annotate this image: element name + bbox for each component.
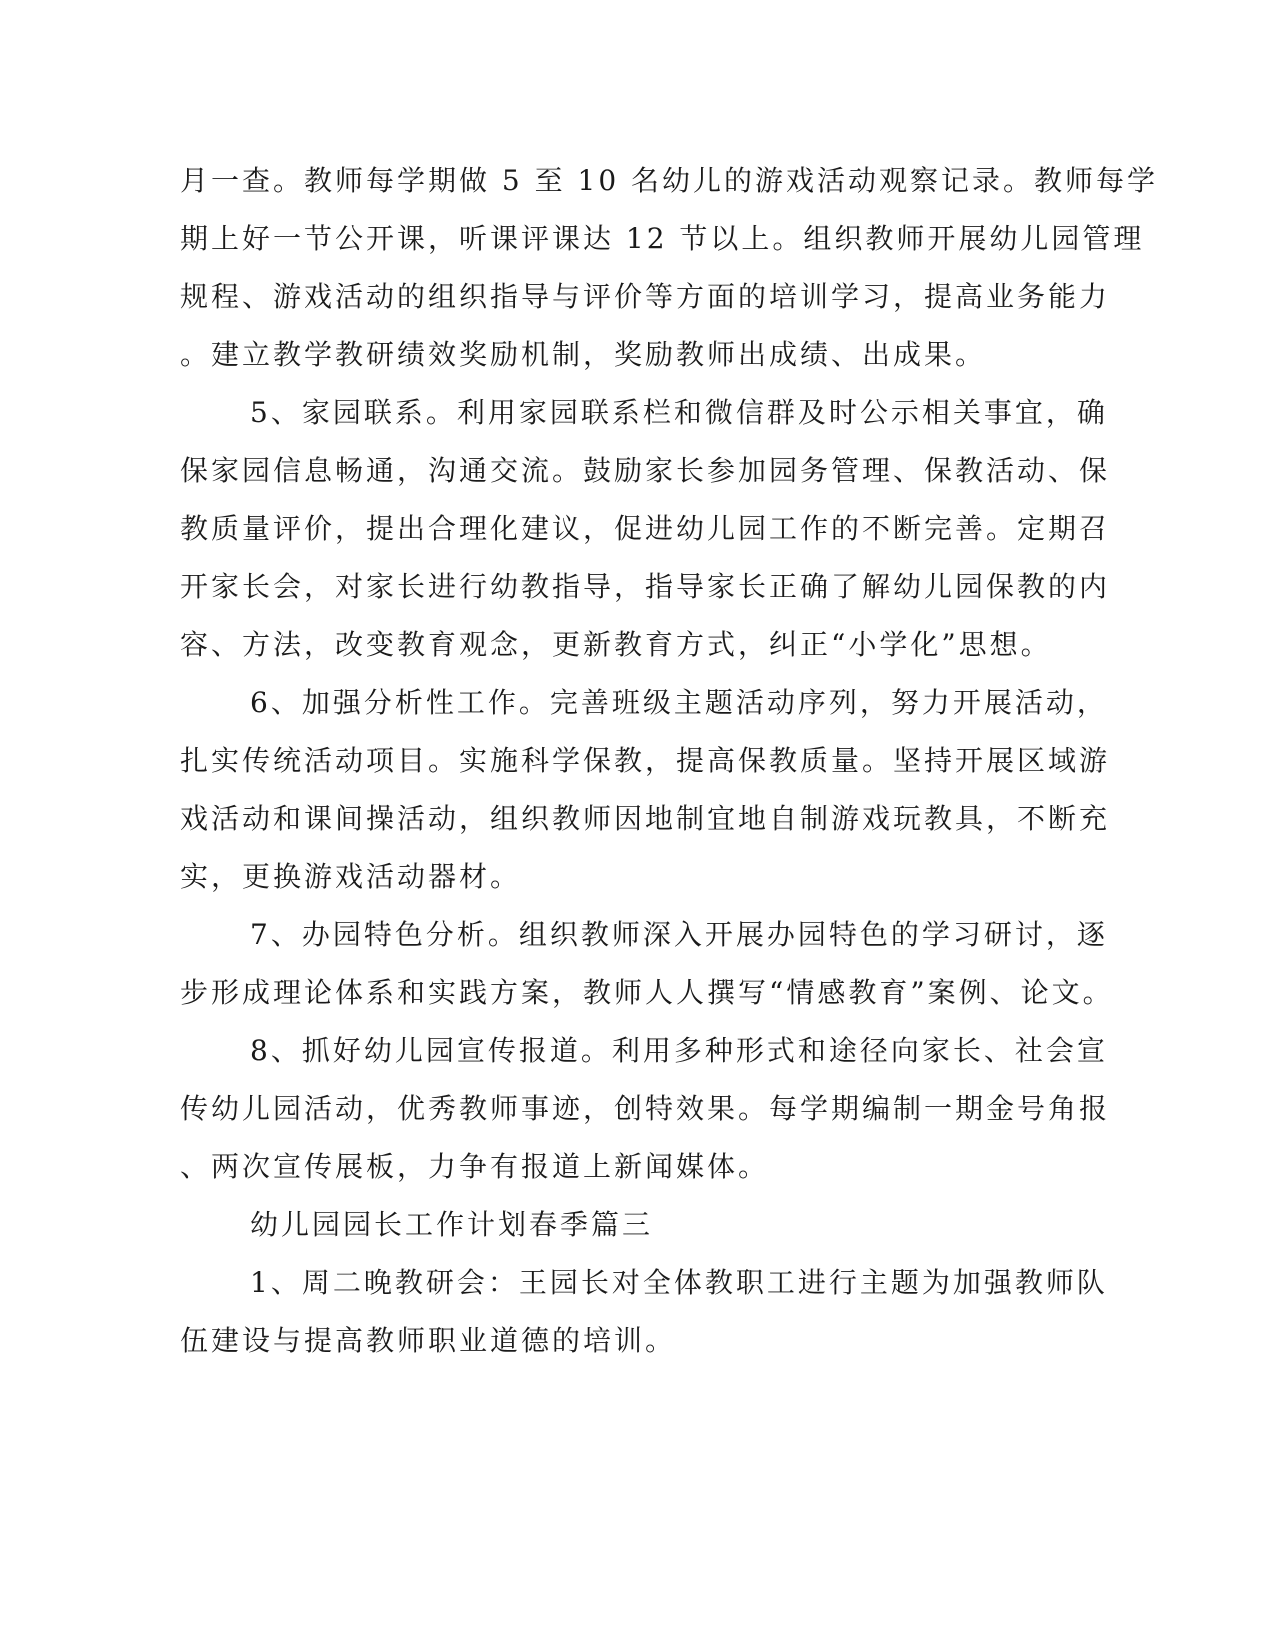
paragraph-line: 开家长会，对家长进行幼教指导，指导家长正确了解幼儿园保教的内 [180, 570, 1111, 603]
paragraph-line: 教质量评价，提出合理化建议，促进幼儿园工作的不断完善。定期召 [180, 512, 1111, 545]
paragraph-line: 传幼儿园活动，优秀教师事迹，创特效果。每学期编制一期金号角报 [180, 1092, 1111, 1125]
paragraph-line: 保家园信息畅通，沟通交流。鼓励家长参加园务管理、保教活动、保 [180, 454, 1111, 487]
paragraph-line: 8、抓好幼儿园宣传报道。利用多种形式和途径向家长、社会宣 [250, 1034, 1108, 1067]
paragraph-line: 1、周二晚教研会：王园长对全体教职工进行主题为加强教师队 [250, 1266, 1108, 1299]
paragraph-line: 月一查。教师每学期做 5 至 10 名幼儿的游戏活动观察记录。教师每学 [180, 164, 1159, 197]
paragraph-line: 、两次宣传展板，力争有报道上新闻媒体。 [180, 1150, 770, 1183]
paragraph-line: 。建立教学教研绩效奖励机制，奖励教师出成绩、出成果。 [180, 338, 987, 371]
paragraph-line: 步形成理论体系和实践方案，教师人人撰写“情感教育”案例、论文。 [180, 976, 1114, 1009]
paragraph-line: 规程、游戏活动的组织指导与评价等方面的培训学习，提高业务能力 [180, 280, 1111, 313]
paragraph-line: 实，更换游戏活动器材。 [180, 860, 522, 893]
paragraph-line: 扎实传统活动项目。实施科学保教，提高保教质量。坚持开展区域游 [180, 744, 1111, 777]
paragraph-line: 7、办园特色分析。组织教师深入开展办园特色的学习研讨，逐 [250, 918, 1108, 951]
paragraph-line: 伍建设与提高教师职业道德的培训。 [180, 1324, 677, 1357]
section-heading: 幼儿园园长工作计划春季篇三 [250, 1208, 654, 1241]
paragraph-line: 期上好一节公开课，听课评课达 12 节以上。组织教师开展幼儿园管理 [180, 222, 1145, 255]
paragraph-line: 容、方法，改变教育观念，更新教育方式，纠正“小学化”思想。 [180, 628, 1052, 661]
paragraph-line: 戏活动和课间操活动，组织教师因地制宜地自制游戏玩教具，不断充 [180, 802, 1111, 835]
paragraph-line: 6、加强分析性工作。完善班级主题活动序列，努力开展活动， [250, 686, 1108, 719]
paragraph-line: 5、家园联系。利用家园联系栏和微信群及时公示相关事宜，确 [250, 396, 1108, 429]
